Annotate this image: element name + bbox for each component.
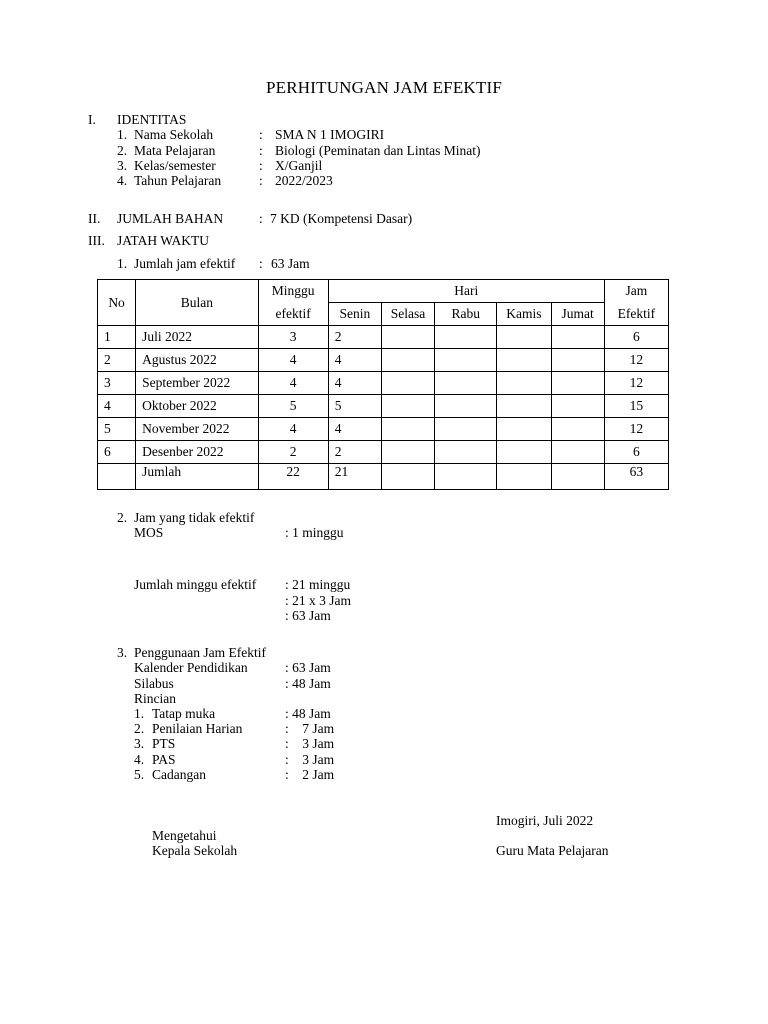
cell-bulan: Agustus 2022 [136,349,258,372]
cell-bulan: Juli 2022 [136,326,258,349]
total-minggu: 22 [258,464,328,490]
cell-rabu [435,441,497,464]
jatah-item1-colon: : [259,256,263,271]
cell-jam: 12 [604,372,668,395]
header-minggu-1: Minggu [258,280,328,303]
identitas-label-2: Mata Pelajaran [134,143,216,158]
identitas-value-2: Biologi (Peminatan dan Lintas Minat) [275,143,481,158]
signature-left-1: Mengetahui [152,828,217,843]
cell-rabu [435,349,497,372]
total-jam: 63 [604,464,668,490]
silabus-label: Silabus [134,676,174,691]
cell-minggu: 4 [258,372,328,395]
cell-bulan: September 2022 [136,372,258,395]
cell-selasa [381,395,434,418]
rincian-num-3: 3. [134,736,145,751]
jumlah-minggu-line-1: : 21 minggu [285,577,351,592]
cell-rabu [435,418,497,441]
rincian-label-4: PAS [152,752,176,767]
cell-jam: 12 [604,349,668,372]
cell-bulan: Oktober 2022 [136,395,258,418]
cell-rabu [435,372,497,395]
table-row [98,326,669,349]
header-day-kamis: Kamis [497,303,551,326]
cell-no: 2 [98,349,136,372]
header-day-jumat: Jumat [551,303,604,326]
cell-kamis [497,418,551,441]
cell-minggu: 2 [258,441,328,464]
rincian-label: Rincian [134,691,176,706]
header-hari: Hari [328,280,604,303]
cell-kamis [497,441,551,464]
cell-jam: 6 [604,441,668,464]
cell-rabu [435,464,497,490]
cell-selasa [381,418,434,441]
cell-jumat [551,441,604,464]
kalender-label: Kalender Pendidikan [134,660,248,675]
cell-jam: 12 [604,418,668,441]
jam-efektif-table [97,279,669,490]
rincian-value-4: : 3 Jam [285,752,335,767]
header-no: No [98,280,136,326]
cell-kamis [497,464,551,490]
rincian-num-4: 4. [134,752,145,767]
header-day-senin: Senin [328,303,381,326]
section-roman-2: II. [88,211,101,226]
identitas-value-4: 2022/2023 [275,173,333,188]
cell-kamis [497,326,551,349]
identitas-colon-3: : [259,158,263,173]
cell-no-empty [98,464,136,490]
rincian-num-5: 5. [134,767,145,782]
table-row [98,418,669,441]
identitas-value-1: SMA N 1 IMOGIRI [275,127,385,142]
cell-bulan: Desenber 2022 [136,441,258,464]
cell-senin: 4 [328,349,381,372]
identitas-label-3: Kelas/semester [134,158,216,173]
cell-selasa [381,326,434,349]
rincian-num-2: 2. [134,721,145,736]
table-row [98,395,669,418]
signature-left-2: Kepala Sekolah [152,843,238,858]
cell-senin: 4 [328,372,381,395]
jumlah-minggu-line-3: : 63 Jam [285,608,331,623]
section-roman-1: I. [88,112,96,127]
cell-no: 6 [98,441,136,464]
item3-num: 3. [117,645,128,660]
cell-jumat [551,418,604,441]
identitas-value-3: X/Ganjil [275,158,323,173]
identitas-colon-2: : [259,143,263,158]
jatah-item1-value: 63 Jam [271,256,310,271]
identitas-colon-4: : [259,173,263,188]
cell-no: 5 [98,418,136,441]
total-label: Jumlah [136,464,258,490]
page-title: PERHITUNGAN JAM EFEKTIF [266,78,502,97]
jatah-item1-label: Jumlah jam efektif [134,256,236,271]
cell-no: 1 [98,326,136,349]
cell-jumat [551,464,604,490]
item2-label: Jam yang tidak efektif [134,510,255,525]
identitas-label-4: Tahun Pelajaran [134,173,222,188]
header-day-selasa: Selasa [381,303,434,326]
table-total-row [98,464,669,490]
cell-jam: 6 [604,326,668,349]
cell-senin: 5 [328,395,381,418]
jumlah-bahan-label: JUMLAH BAHAN [117,211,224,226]
cell-minggu: 5 [258,395,328,418]
rincian-label-3: PTS [152,736,176,751]
cell-selasa [381,464,434,490]
cell-rabu [435,395,497,418]
header-day-rabu: Rabu [435,303,497,326]
identitas-num-4: 4. [117,173,128,188]
cell-senin: 2 [328,441,381,464]
cell-jam: 15 [604,395,668,418]
header-minggu-2: efektif [258,303,328,326]
jumlah-minggu-label: Jumlah minggu efektif [134,577,257,592]
mos-label: MOS [134,525,164,540]
jatah-item1-num: 1. [117,256,128,271]
rincian-num-1: 1. [134,706,145,721]
cell-minggu: 3 [258,326,328,349]
kalender-value: : 63 Jam [285,660,331,675]
header-jam-2: Efektif [604,303,668,326]
cell-no: 3 [98,372,136,395]
table-row [98,441,669,464]
item2-num: 2. [117,510,128,525]
rincian-value-1: : 48 Jam [285,706,331,721]
rincian-label-2: Penilaian Harian [152,721,243,736]
identitas-num-3: 3. [117,158,128,173]
identitas-label-1: Nama Sekolah [134,127,214,142]
header-bulan: Bulan [136,280,258,326]
cell-kamis [497,395,551,418]
jatah-waktu-heading: JATAH WAKTU [117,233,210,248]
cell-rabu [435,326,497,349]
silabus-value: : 48 Jam [285,676,331,691]
rincian-label-1: Tatap muka [152,706,216,721]
rincian-value-2: : 7 Jam [285,721,335,736]
table-row [98,372,669,395]
cell-bulan: November 2022 [136,418,258,441]
item3-label: Penggunaan Jam Efektif [134,645,266,660]
cell-selasa [381,441,434,464]
cell-jumat [551,349,604,372]
rincian-value-5: : 2 Jam [285,767,335,782]
cell-kamis [497,372,551,395]
signature-right: Guru Mata Pelajaran [496,843,609,858]
cell-jumat [551,395,604,418]
place-date: Imogiri, Juli 2022 [496,813,594,828]
cell-minggu: 4 [258,349,328,372]
jumlah-minggu-line-2: : 21 x 3 Jam [285,593,351,608]
header-jam-1: Jam [604,280,668,303]
identitas-colon-1: : [259,127,263,142]
identitas-num-1: 1. [117,127,128,142]
rincian-value-3: : 3 Jam [285,736,335,751]
cell-selasa [381,349,434,372]
identitas-num-2: 2. [117,143,128,158]
cell-no: 4 [98,395,136,418]
cell-jumat [551,372,604,395]
section-roman-3: III. [88,233,105,248]
cell-jumat [551,326,604,349]
table-row [98,349,669,372]
total-senin: 21 [328,464,381,490]
cell-senin: 4 [328,418,381,441]
jumlah-bahan-colon: : [259,211,263,226]
section-heading-identitas: IDENTITAS [117,112,187,127]
cell-selasa [381,372,434,395]
mos-value: : 1 minggu [285,525,344,540]
rincian-label-5: Cadangan [152,767,206,782]
cell-minggu: 4 [258,418,328,441]
cell-senin: 2 [328,326,381,349]
jumlah-bahan-value: 7 KD (Kompetensi Dasar) [270,211,413,226]
cell-kamis [497,349,551,372]
